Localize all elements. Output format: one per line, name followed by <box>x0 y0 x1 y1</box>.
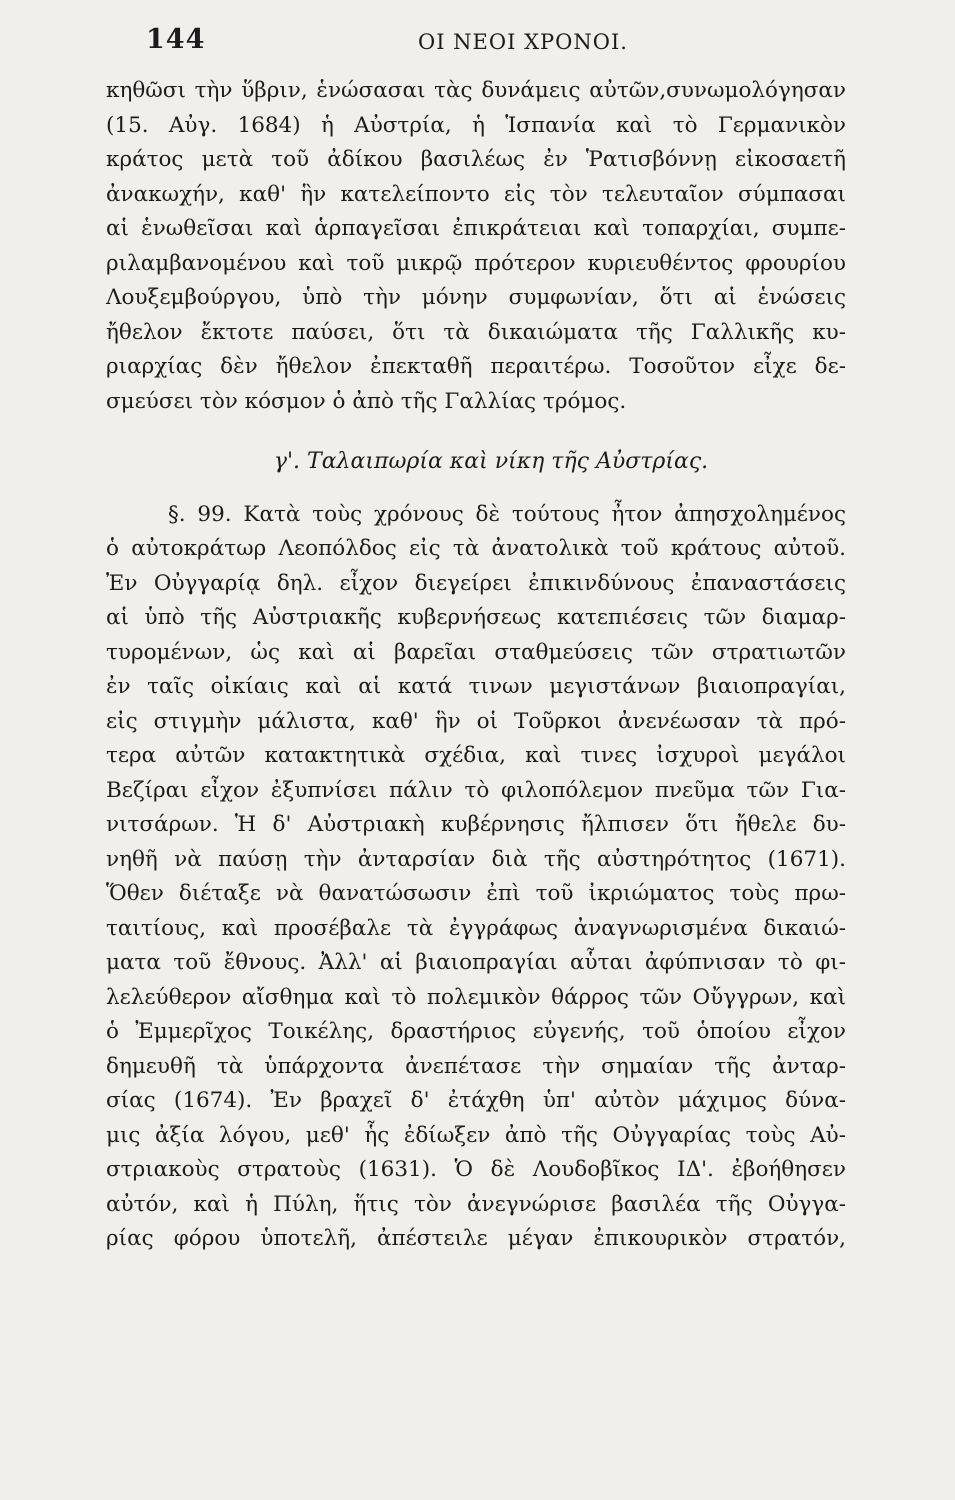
running-head <box>0 24 955 64</box>
text-line: Βεζίραι εἶχον ἐξυπνίσει πάλιν τὸ φιλοπόλεμον πνεῦμα τῶν Για- <box>106 777 846 803</box>
text-line: νιτσάρων. Ἡ δ' Αὐστριακὴ κυβέρνησις ἤλπισεν ὅτι ἤθελε δυ- <box>106 812 846 837</box>
text-line: ἐν ταῖς οἰκίαις καὶ αἱ κατά τινων μεγιστάνων βιαιοπραγίαι, <box>106 674 846 699</box>
text-line: ὁ αὐτοκράτωρ Λεοπόλδος εἰς τὰ ἀνατολικὰ τοῦ κράτους αὐτοῦ. <box>106 536 846 561</box>
text-line: (15. Αὐγ. 1684) ἡ Αὐστρία, ἡ Ἱσπανία καὶ τὸ Γερμανικὸν <box>106 112 846 138</box>
text-line: Λουξεμβούργου, ὑπὸ τὴν μόνην συμφωνίαν, ὅτι αἱ ἑνώσεις <box>106 285 846 310</box>
text-line: αἱ ὑπὸ τῆς Αὐστριακῆς κυβερνήσεως κατεπιέσεις τῶν διαμαρ- <box>106 605 846 630</box>
text-line: τερα αὐτῶν κατακτητικὰ σχέδια, καὶ τινες ἰσχυροὶ μεγάλοι <box>106 743 846 768</box>
text-line: ματα τοῦ ἔθνους. Ἀλλ' αἱ βιαιοπραγίαι αὗται ἀφύπνισαν τὸ φι- <box>106 950 846 975</box>
text-line: νηθῆ νὰ παύσῃ τὴν ἀνταρσίαν διὰ τῆς αὐστηρότητος (1671). <box>106 846 846 872</box>
text-line: αἱ ἑνωθεῖσαι καὶ ἁρπαγεῖσαι ἐπικράτειαι καὶ τοπαρχίαι, συμπε- <box>106 216 846 241</box>
text-line: δημευθῆ τὰ ὑπάρχοντα ἀνεπέτασε τὴν σημαίαν τῆς ἀνταρ- <box>106 1053 846 1079</box>
body-text <box>106 74 846 1257</box>
text-line: ἤθελον ἔκτοτε παύσει, ὅτι τὰ δικαιώματα τῆς Γαλλικῆς κυ- <box>106 319 846 345</box>
text-line: ριαρχίας δὲν ἤθελον ἐπεκταθῆ περαιτέρω. Τοσοῦτον εἶχε δε- <box>106 354 846 379</box>
text-line: Ὅθεν διέταξε νὰ θανατώσωσιν ἐπὶ τοῦ ἰκριώματος τοὺς πρω- <box>106 881 846 906</box>
text-line: κηθῶσι τὴν ὕβριν, ἑνώσασαι τὰς δυνάμεις αὐτῶν,συνωμολόγησαν <box>106 78 846 103</box>
page-number: 144 <box>146 24 206 55</box>
text-line: ριλαμβανομένου καὶ τοῦ μικρῷ πρότερον κυριευθέντος φρουρίου <box>106 250 846 276</box>
text-line: ταιτίους, καὶ προσέβαλε τὰ ἐγγράφως ἀναγνωρισμένα δικαιώ- <box>106 915 846 941</box>
text-line: λελεύθερον αἴσθημα καὶ τὸ πολεμικὸν θάρρος τῶν Οὔγγρων, καὶ <box>106 984 846 1010</box>
text-line: κράτος μετὰ τοῦ ἀδίκου βασιλέως ἐν Ῥατισβόννῃ εἰκοσαετῆ <box>106 147 846 172</box>
text-line: ρίας φόρου ὑποτελῆ, ἀπέστειλε μέγαν ἐπικουρικὸν στρατόν, <box>106 1226 846 1251</box>
text-line: Ἐν Οὐγγαρίᾳ δηλ. εἶχον διεγείρει ἐπικινδύνους ἐπαναστάσεις <box>106 570 846 596</box>
text-line: στριακοὺς στρατοὺς (1631). Ὁ δὲ Λουδοβῖκος ΙΔ'. ἐβοήθησεν <box>106 1157 846 1182</box>
text-line: αὐτόν, καὶ ἡ Πύλη, ἥτις τὸν ἀνεγνώρισε βασιλέα τῆς Οὐγγα- <box>106 1191 846 1217</box>
text-line: μις ἀξία λόγου, μεθ' ἧς ἐδίωξεν ἀπὸ τῆς Οὐγγαρίας τοὺς Αὐ- <box>106 1122 846 1148</box>
paragraph-section-99 <box>106 498 846 1257</box>
text-line: §. 99. Κατὰ τοὺς χρόνους δὲ τούτους ἦτον ἀπησχολημένος <box>168 501 846 527</box>
section-heading: γ'. Ταλαιπωρία καὶ νίκη τῆς Αὐστρίας. <box>273 449 709 474</box>
text-line: ἀνακωχήν, καθ' ἣν κατελείποντο εἰς τὸν τελευταῖον σύμπασαι <box>106 181 846 207</box>
running-title: ΟΙ ΝΕΟΙ ΧΡΟΝΟΙ. <box>418 30 628 54</box>
text-line: εἰς στιγμὴν μάλιστα, καθ' ἣν οἱ Τοῦρκοι ἀνενέωσαν τὰ πρό- <box>106 708 846 734</box>
paragraph-continuation <box>106 74 846 419</box>
text-line: σμεύσει τὸν κόσμον ὁ ἀπὸ τῆς Γαλλίας τρόμος. <box>106 388 627 414</box>
text-line: σίας (1674). Ἐν βραχεῖ δ' ἐτάχθη ὑπ' αὐτὸν μάχιμος δύνα- <box>106 1088 846 1113</box>
text-line: ὁ Ἐμμερῖχος Τοικέλης, δραστήριος εὐγενής, τοῦ ὁποίου εἶχον <box>106 1019 846 1044</box>
text-line: τυρομένων, ὡς καὶ αἱ βαρεῖαι σταθμεύσεις τῶν στρατιωτῶν <box>106 639 846 665</box>
